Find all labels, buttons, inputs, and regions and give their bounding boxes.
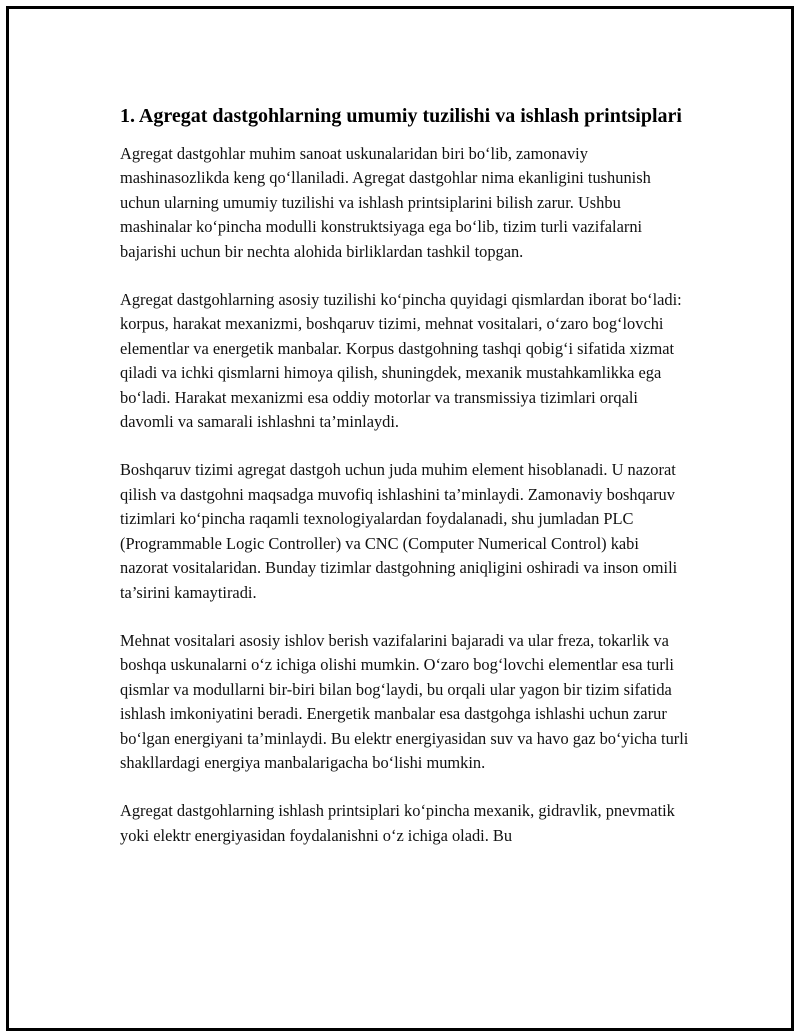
paragraph-2: Agregat dastgohlarning asosiy tuzilishi ko‘pincha quyidagi qismlardan iborat bo‘ladi: korpus, harakat mexanizmi, boshqaruv tizimi, mehnat vositalari, o‘zaro bog‘lovchi elementlar va energetik manbalar. Korpus dastgohning tashqi qobig‘i sifatida xizmat qiladi va ichki qismlarni himoya qilish, shuningdek, mexanik mustahkamlikka ega bo‘ladi. Harakat mexanizmi esa oddiy motorlar va transmissiya tizimlari orqali davomli va samarali ishlashni ta’minlaydi. [120,290,682,432]
section-heading: 1. Agregat dastgohlarning umumiy tuzilishi va ishlash printsiplari [120,105,682,127]
page-frame [6,6,794,1031]
paragraph-4: Mehnat vositalari asosiy ishlov berish vazifalarini bajaradi va ular freza, tokarlik va boshqa uskunalarni o‘z ichiga olishi mumkin. O‘zaro bog‘lovchi elementlar esa turli qismlar va modullarni bir-biri bilan bog‘laydi, bu orqali ular yagon bir tizim sifatida ishlash imkoniyatini beradi. Energetik manbalar esa dastgohga ishlashi uchun zarur bo‘lgan energiyani ta’minlaydi. Bu elektr energiyasidan suv va havo gaz bo‘yicha turli shakllardagi energiya manbalarigacha bo‘lishi mumkin. [120,630,689,772]
document-body [120,103,690,872]
paragraph-1: Agregat dastgohlar muhim sanoat uskunalaridan biri bo‘lib, zamonaviy mashinasozlikda keng qo‘llaniladi. Agregat dastgohlar nima ekanligini tushunish uchun ularning umumiy tuzilishi va ishlash printsiplarini bilish zarur. Ushbu mashinalar ko‘pincha modulli konstruktsiyaga ega bo‘lib, tizim turli vazifalarni bajarishi uchun bir nechta alohida birliklardan tashkil topgan. [120,144,651,261]
paragraph-3: Boshqaruv tizimi agregat dastgoh uchun juda muhim element hisoblanadi. U nazorat qilish va dastgohni maqsadga muvofiq ishlashini ta’minlaydi. Zamonaviy boshqaruv tizimlari ko‘pincha raqamli texnologiyalardan foydalanadi, shu jumladan PLC (Programmable Logic Controller) va CNC (Computer Numerical Control) kabi nazorat vositalaridan. Bunday tizimlar dastgohning aniqligini oshiradi va inson omili ta’sirini kamaytiradi. [120,460,678,602]
paragraph-5: Agregat dastgohlarning ishlash printsiplari ko‘pincha mexanik, gidravlik, pnevmatik yoki elektr energiyasidan foydalanishni o‘z ichiga oladi. Bu [120,801,675,845]
